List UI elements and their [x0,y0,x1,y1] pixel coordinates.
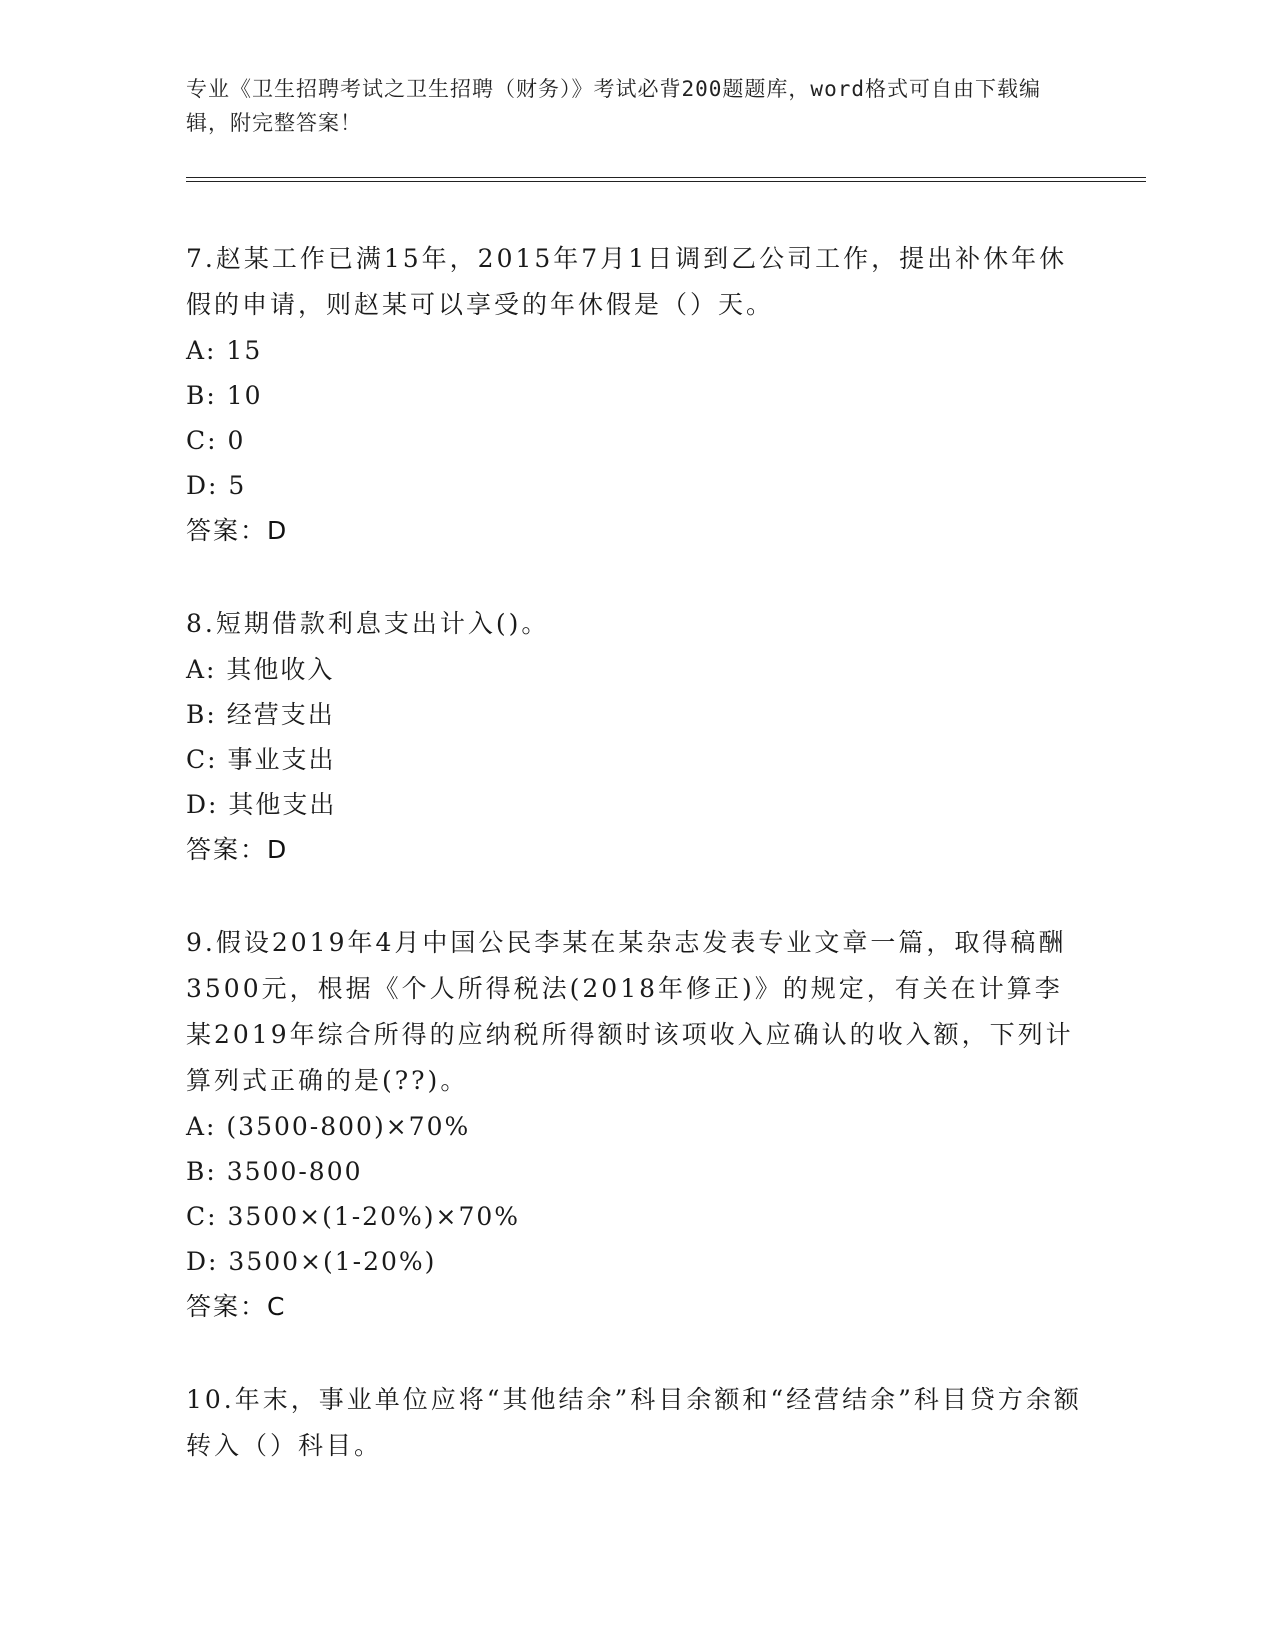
option-a: A: (3500-800)×70% [186,1112,471,1141]
option-c: C: 3500×(1-20%)×70% [186,1202,521,1231]
document-header: 专业《卫生招聘考试之卫生招聘（财务）》考试必背200题题库，word格式可自由下载编辑，附完整答案！ [186,77,1041,135]
answer-line: 答案：C [186,1292,287,1321]
option-a: A: 其他收入 [186,655,335,684]
question-10 [186,1377,1086,1469]
question-list [186,236,1086,1517]
question-9 [186,920,1086,1329]
option-d: D: 其他支出 [186,790,337,819]
document-page [186,72,1146,140]
question-stem: 9.假设2019年4月中国公民李某在某杂志发表专业文章一篇，取得稿酬3500元，根据《个人所得税法(2018年修正)》的规定，有关在计算李某2019年综合所得的应纳税所得额时该项收入应确认的收入额，下列计算列式正确的是(??)。 [186,928,1074,1095]
option-b: B: 3500-800 [186,1157,363,1186]
option-b: B: 10 [186,381,263,410]
question-8 [186,601,1086,872]
option-d: D: 5 [186,471,247,500]
option-d: D: 3500×(1-20%) [186,1247,437,1276]
option-c: C: 0 [186,426,246,455]
header-divider-top [186,177,1146,178]
option-a: A: 15 [186,336,263,365]
question-7 [186,236,1086,553]
answer-line: 答案：D [186,516,289,545]
option-b: B: 经营支出 [186,700,335,729]
question-stem: 10.年末，事业单位应将“其他结余”科目余额和“经营结余”科目贷方余额转入（）科目。 [186,1385,1082,1460]
answer-line: 答案：D [186,835,289,864]
question-stem: 7.赵某工作已满15年，2015年7月1日调到乙公司工作，提出补休年休假的申请，则赵某可以享受的年休假是（）天。 [186,244,1068,319]
question-stem: 8.短期借款利息支出计入()。 [186,609,550,638]
option-c: C: 事业支出 [186,745,336,774]
header-divider-bottom [186,181,1146,182]
